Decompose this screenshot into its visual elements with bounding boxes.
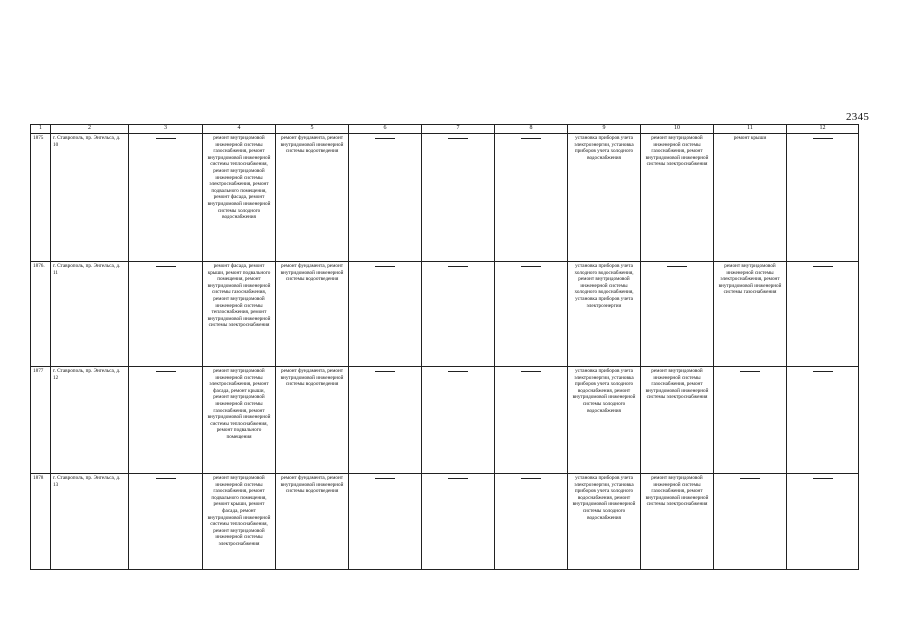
row-number: 1876.: [31, 262, 51, 367]
works-cell-col4: ремонт фасада, ремонт крыши, ремонт подвального помещения, ремонт внутридомовой инженерной системы газоснабжения, ремонт внутридомовой инженерной системы теплоснабжения, ремонт внутридомовой инженерной системы электроснабжения: [203, 262, 276, 367]
empty-cell-dash: [641, 262, 714, 367]
empty-cell-dash: [349, 134, 422, 262]
dash-mark: [521, 371, 541, 372]
empty-cell-dash: [422, 262, 495, 367]
dash-mark: [375, 266, 395, 267]
empty-cell-dash: [349, 262, 422, 367]
empty-cell-dash: [129, 262, 203, 367]
table-row: [31, 474, 859, 570]
dash-mark: [813, 266, 833, 267]
column-header: 11: [714, 125, 787, 134]
dash-mark: [156, 138, 176, 139]
dash-mark: [448, 138, 468, 139]
dash-mark: [667, 266, 687, 267]
empty-cell-dash: [787, 474, 859, 570]
table-row: [31, 367, 859, 474]
works-cell-col5: ремонт фундамента, ремонт внутридомовой инженерной системы водоотведения: [276, 367, 349, 474]
dash-mark: [375, 478, 395, 479]
row-number: 1875: [31, 134, 51, 262]
row-number: 1878: [31, 474, 51, 570]
works-cell-col10: ремонт внутридомовой инженерной системы газоснабжения, ремонт внутридомовой инженерной системы электроснабжения: [641, 367, 714, 474]
row-number: 1877: [31, 367, 51, 474]
repair-registry-table: [30, 124, 859, 570]
empty-cell-dash: [422, 134, 495, 262]
address-cell: г. Ставрополь, пр. Энгельса, д. 13: [51, 474, 129, 570]
empty-cell-dash: [129, 474, 203, 570]
dash-mark: [740, 371, 760, 372]
works-cell-col11: ремонт крыши: [714, 134, 787, 262]
column-header: 1: [31, 125, 51, 134]
dash-mark: [448, 478, 468, 479]
works-cell-col5: ремонт фундамента, ремонт внутридомовой инженерной системы водоотведения: [276, 262, 349, 367]
empty-cell-dash: [495, 262, 568, 367]
dash-mark: [375, 371, 395, 372]
works-cell-col5: ремонт фундамента, ремонт внутридомовой инженерной системы водоотведения: [276, 474, 349, 570]
dash-mark: [448, 266, 468, 267]
column-header: 2: [51, 125, 129, 134]
works-cell-col5: ремонт фундамента, ремонт внутридомовой инженерной системы водоотведения: [276, 134, 349, 262]
empty-cell-dash: [787, 134, 859, 262]
dash-mark: [156, 371, 176, 372]
dash-mark: [813, 138, 833, 139]
dash-mark: [448, 371, 468, 372]
column-header: 10: [641, 125, 714, 134]
dash-mark: [521, 266, 541, 267]
column-header: 8: [495, 125, 568, 134]
empty-cell-dash: [422, 367, 495, 474]
works-cell-col4: ремонт внутридомовой инженерной системы газоснабжения, ремонт внутридомовой инженерной системы теплоснабжения, ремонт внутридомовой инженерной системы электроснабжения, ремонт подвального помещения, ремонт фасада, ремонт внутридомовой инженерной системы холодного водоснабжения: [203, 134, 276, 262]
empty-cell-dash: [714, 367, 787, 474]
dash-mark: [375, 138, 395, 139]
works-cell-col10: ремонт внутридомовой инженерной системы газоснабжения, ремонт внутридомовой инженерной системы электроснабжения: [641, 134, 714, 262]
works-cell-col10: ремонт внутридомовой инженерной системы газоснабжения, ремонт внутридомовой инженерной системы электроснабжения: [641, 474, 714, 570]
column-header: 9: [568, 125, 641, 134]
column-header: 6: [349, 125, 422, 134]
works-cell-col9: установка приборов учета электроэнергии, установка приборов учета холодного водоснабжения, ремонт внутридомовой инженерной системы холодного водоснабжения: [568, 474, 641, 570]
works-cell-col11: ремонт внутридомовой инженерной системы электроснабжения, ремонт внутридомовой инженерной системы газоснабжения: [714, 262, 787, 367]
empty-cell-dash: [422, 474, 495, 570]
column-header: 4: [203, 125, 276, 134]
table-header: [31, 125, 859, 134]
works-cell-col9: установка приборов учета холодного водоснабжения, ремонт внутридомовой инженерной системы холодного водоснабжения, установка приборов учета электроэнергии: [568, 262, 641, 367]
dash-mark: [813, 478, 833, 479]
empty-cell-dash: [349, 367, 422, 474]
empty-cell-dash: [495, 474, 568, 570]
address-cell: г. Ставрополь, пр. Энгельса, д. 10: [51, 134, 129, 262]
dash-mark: [521, 478, 541, 479]
column-header: 5: [276, 125, 349, 134]
empty-cell-dash: [129, 367, 203, 474]
empty-cell-dash: [787, 367, 859, 474]
works-cell-col9: установка приборов учета электроэнергии, установка приборов учета холодного водоснабжения: [568, 134, 641, 262]
dash-mark: [521, 138, 541, 139]
column-header: 12: [787, 125, 859, 134]
empty-cell-dash: [129, 134, 203, 262]
works-cell-col4: ремонт внутридомовой инженерной системы электроснабжения, ремонт фасада, ремонт крыши, ремонт внутридомовой инженерной системы газоснабжения, ремонт внутридомовой инженерной системы теплоснабжения, ремонт подвального помещения: [203, 367, 276, 474]
table-row: [31, 262, 859, 367]
dash-mark: [156, 478, 176, 479]
empty-cell-dash: [787, 262, 859, 367]
page-number: 2345: [846, 111, 870, 123]
dash-mark: [740, 478, 760, 479]
empty-cell-dash: [349, 474, 422, 570]
dash-mark: [156, 266, 176, 267]
works-cell-col4: ремонт внутридомовой инженерной системы газоснабжения, ремонт подвального помещения, ремонт крыши, ремонт фасада, ремонт внутридомовой инженерной системы теплоснабжения, ремонт внутридомовой инженерной системы электроснабжения: [203, 474, 276, 570]
dash-mark: [813, 371, 833, 372]
works-cell-col9: установка приборов учета электроэнергии, установка приборов учета холодного водоснабжения, ремонт внутридомовой инженерной системы холодного водоснабжения: [568, 367, 641, 474]
column-header: 3: [129, 125, 203, 134]
address-cell: г. Ставрополь, пр. Энгельса, д. 12: [51, 367, 129, 474]
column-header: 7: [422, 125, 495, 134]
empty-cell-dash: [495, 367, 568, 474]
empty-cell-dash: [495, 134, 568, 262]
address-cell: г. Ставрополь, пр. Энгельса, д. 11: [51, 262, 129, 367]
empty-cell-dash: [714, 474, 787, 570]
table-row: [31, 134, 859, 262]
